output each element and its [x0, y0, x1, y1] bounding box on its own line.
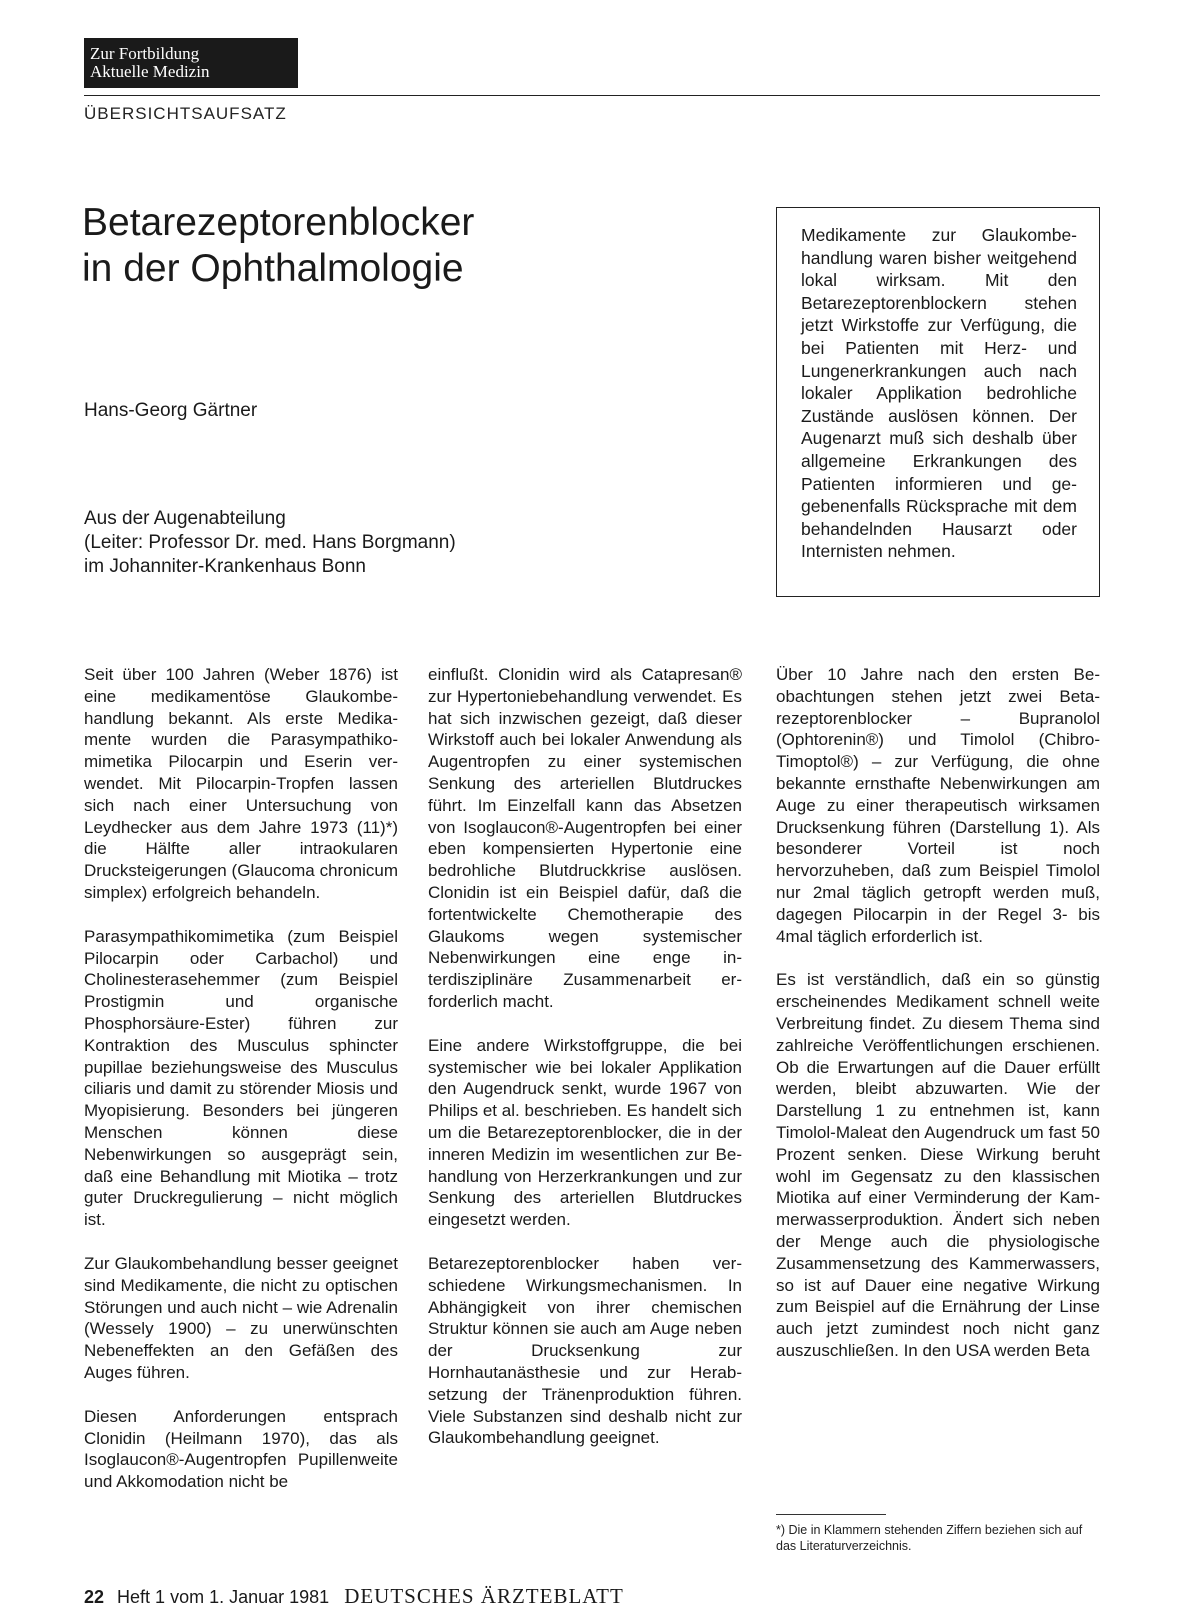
page-footer — [84, 1584, 624, 1609]
paragraph: Über 10 Jahre nach den ersten Beobachtungen stehen jetzt zwei Betarezeptorenblocker – Bupranolol (Ophtorenin®) und Timolol (Chibro-Timoptol®) – zur Verfügung, die ohne bekannte ernsthafte Nebenwirkungen am Auge zu einer therapeutisch wirksamen Drucksenkung führen (Darstellung 1). Als besonderer Vorteil ist noch hervorzuheben, daß zum Beispiel Timolol nur 2mal täglich getropft werden muß, dagegen Pilocarpin in der Regel 3- bis 4mal täglich erforderlich ist. — [776, 665, 1100, 946]
page-number: 22 — [84, 1587, 105, 1607]
footnote-rule — [776, 1514, 886, 1515]
issue-info: Heft 1 vom 1. Januar 1981 — [117, 1587, 330, 1607]
affiliation-line: im Johanniter-Krankenhaus Bonn — [84, 556, 367, 577]
author-name: Hans-Georg Gärtner — [84, 400, 258, 421]
affiliation — [84, 507, 456, 579]
abstract-box: Medikamente zur Glaukombehandlung waren bisher weitgehend lokal wirksam. Mit den Betarezeptorenblockern stehen jetzt Wirkstoffe zur Verfügung, die bei Patienten mit Herz- und Lungenerkrankungen auch nach lokaler Applikation bedrohliche Zustände auslösen können. Der Augenarzt muß sich deshalb über allgemeine Erkrankungen des Patienten informieren und gegebenenfalls Rücksprache mit dem behandelnden Hausarzt oder Internisten nehmen. — [776, 207, 1100, 597]
paragraph: einflußt. Clonidin wird als Catapresan® zur Hypertoniebehandlung verwendet. Es hat sich inzwischen gezeigt, daß dieser Wirkstoff auch bei lokaler Anwendung als Augentropfen zu einer systemischen Senkung des arteriellen Blutdruckes führt. Im Einzelfall kann das Absetzen von Isoglaucon®-Augentropfen bei einer eben kompensierten Hypertonie eine bedrohliche Blutdruckkrise auslösen. Clonidin ist ein Beispiel dafür, daß die fortentwickelte Chemotherapie des Glaukoms wegen systemischer Nebenwirkungen eine enge interdisziplinäre Zusammenarbeit erforderlich macht. — [428, 665, 742, 1011]
paragraph: Parasympathikomimetika (zum Beispiel Pilocarpin oder Carbachol) und Cholinesterasehemmer (zum Beispiel Prostigmin und organische Phosphorsäure-Ester) führen zur Kontraktion des Musculus sphincter pupillae beziehungsweise des Musculus ciliaris und damit zu störender Miosis und Myopisierung. Besonders bei jüngeren Menschen können diese Nebenwirkungen so ausgeprägt sein, daß eine Behandlung mit Miotika – trotz guter Druckregulierung – nicht möglich ist. — [84, 926, 398, 1230]
body-column-1 — [84, 664, 398, 1515]
body-column-2 — [428, 664, 742, 1471]
journal-name: DEUTSCHES ÄRZTEBLATT — [344, 1584, 624, 1608]
paragraph: Es ist verständlich, daß ein so günstig erscheinendes Medikament schnell weite Verbreitung findet. Zu diesem Thema sind zahlreiche Veröffentlichungen erschienen. Ob die Erwartungen auf die Dauer erfüllt werden, bleibt abzuwarten. Wie der Darstellung 1 zu entnehmen ist, kann Timolol-Maleat den Augendruck um fast 50 Prozent senken. Diese Wirkung beruht wohl im Gegensatz zu den klassischen Miotika auf einer Verminderung der Kammerwasserproduktion. Ändert sich neben der Menge auch die physiologische Zusammensetzung des Kammerwassers, so ist auf Dauer eine negative Wirkung zum Beispiel auf die Ernährung der Linse auch jetzt zumindest noch nicht ganz auszuschließen. In den USA werden Beta — [776, 970, 1100, 1360]
paragraph: Betarezeptorenblocker haben verschiedene Wirkungsmechanismen. In Abhängigkeit von ihrer chemischen Struktur können sie auch am Auge neben der Drucksenkung zur Hornhautanästhesie und zur Herabsetzung der Tränenproduktion führen. Viele Substanzen sind deshalb nicht zur Glaukombehandlung geeignet. — [428, 1253, 742, 1448]
paragraph: Diesen Anforderungen entsprach Clonidin (Heilmann 1970), das als Isoglaucon®-Augentropfen Pupillenweite und Akkomodation nicht be — [84, 1406, 398, 1492]
title-line-2: in der Ophthalmologie — [82, 247, 464, 290]
affiliation-line: Aus der Augenabteilung — [84, 508, 286, 529]
body-column-3 — [776, 664, 1100, 1384]
paragraph: Eine andere Wirkstoffgruppe, die bei systemischer wie bei lokaler Applikation den Augendruck senkt, wurde 1967 von Philips et al. beschrieben. Es handelt sich um die Betarezeptorenblocker, die in der inneren Medizin im wesentlichen zur Behandlung von Herzerkrankungen und zur Senkung des arteriellen Blutdruckes eingesetzt werden. — [428, 1035, 742, 1230]
article-title — [82, 200, 474, 292]
footnote: *) Die in Klammern stehenden Ziffern beziehen sich auf das Literaturverzeichnis. — [776, 1523, 1083, 1553]
paragraph: Seit über 100 Jahren (Weber 1876) ist eine medikamentöse Glaukombehandlung bekannt. Als erste Medikamente wurden die Parasympathikomimetika Pilocarpin und Eserin verwendet. Mit Pilocarpin-Tropfen lassen sich nach einer Untersuchung von Leydhecker aus dem Jahre 1973 (11)*) die Hälfte aller intraokularen Drucksteigerungen (Glaucoma chronicum simplex) erfolgreich behandeln. — [84, 665, 398, 902]
title-line-1: Betarezeptorenblocker — [82, 201, 475, 244]
header-rule — [84, 95, 1100, 96]
section-label: ÜBERSICHTSAUFSATZ — [84, 104, 287, 123]
badge-line-2: Aktuelle Medizin — [90, 62, 210, 81]
paragraph: Zur Glaukombehandlung besser geeignet sind Medikamente, die nicht zu optischen Störungen und auch nicht – wie Adrenalin (Wessely 1900) – zu unerwünschten Nebeneffekten an den Gefäßen des Auges führen. — [84, 1253, 398, 1382]
affiliation-line: (Leiter: Professor Dr. med. Hans Borgmann) — [84, 532, 456, 553]
section-badge — [84, 38, 298, 88]
badge-line-1: Zur Fortbildung — [90, 44, 200, 63]
